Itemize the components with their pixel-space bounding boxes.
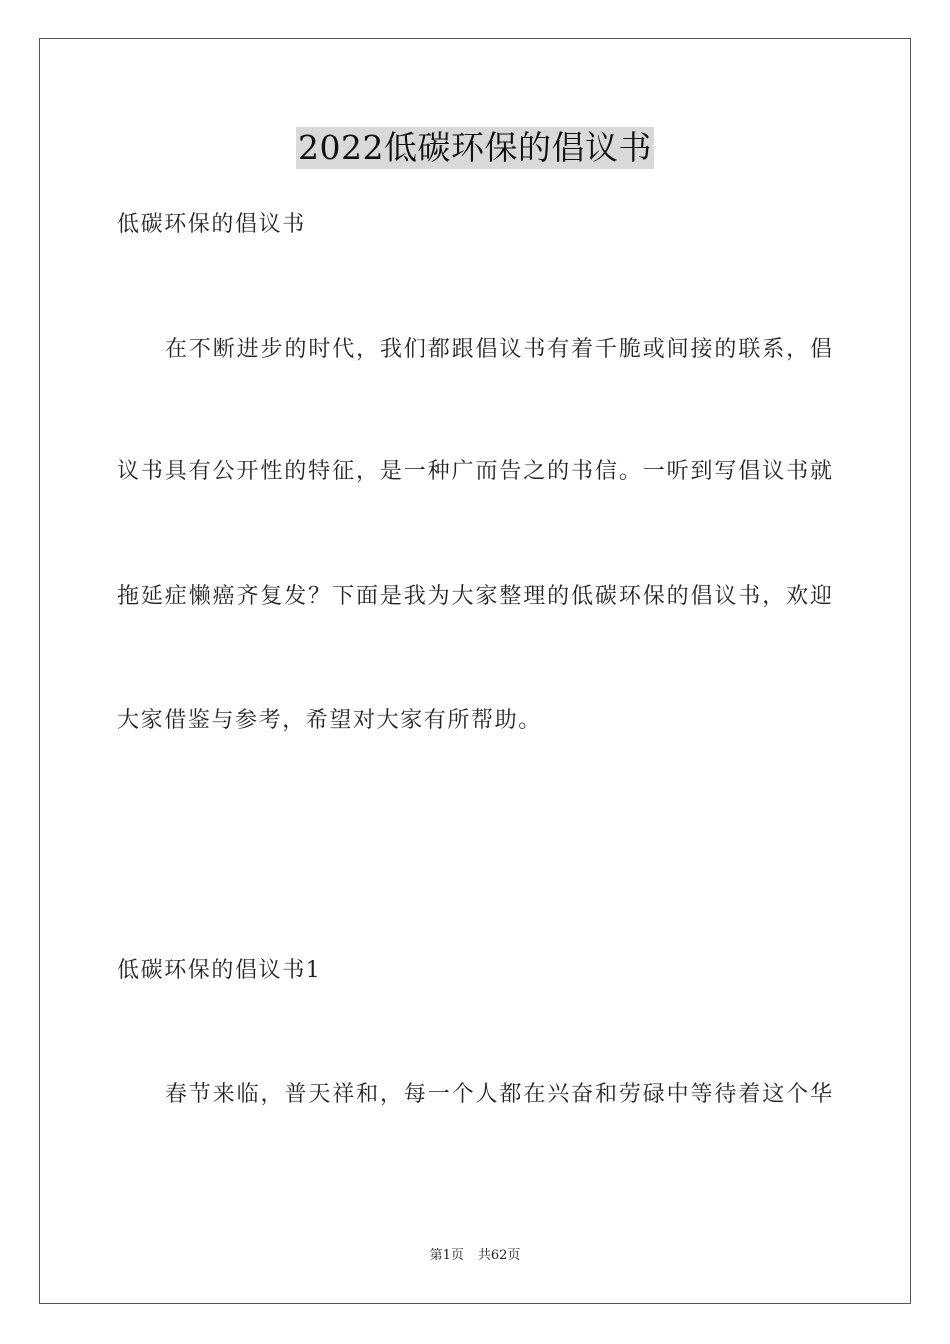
paragraph-line: 春节来临，普天祥和，每一个人都在兴奋和劳碌中等待着这个华 bbox=[165, 1082, 832, 1107]
page-total: 共62页 bbox=[477, 1248, 521, 1263]
page-footer bbox=[0, 1247, 950, 1265]
document-subtitle: 低碳环保的倡议书 bbox=[117, 212, 306, 237]
paragraph-line: 在不断进步的时代，我们都跟倡议书有着千脆或间接的联系，倡 bbox=[165, 337, 832, 362]
section-heading: 低碳环保的倡议书1 bbox=[117, 958, 322, 983]
paragraph-line: 拖延症懒癌齐复发？下面是我为大家整理的低碳环保的倡议书，欢迎 bbox=[117, 584, 832, 609]
page-number: 第1页 bbox=[429, 1248, 464, 1263]
paragraph-line: 议书具有公开性的特征，是一种广而告之的书信。一听到写倡议书就 bbox=[117, 459, 832, 484]
title-container bbox=[0, 127, 950, 169]
paragraph-line: 大家借鉴与参考，希望对大家有所帮助。 bbox=[117, 708, 542, 733]
document-title: 2022低碳环保的倡议书 bbox=[298, 128, 652, 167]
